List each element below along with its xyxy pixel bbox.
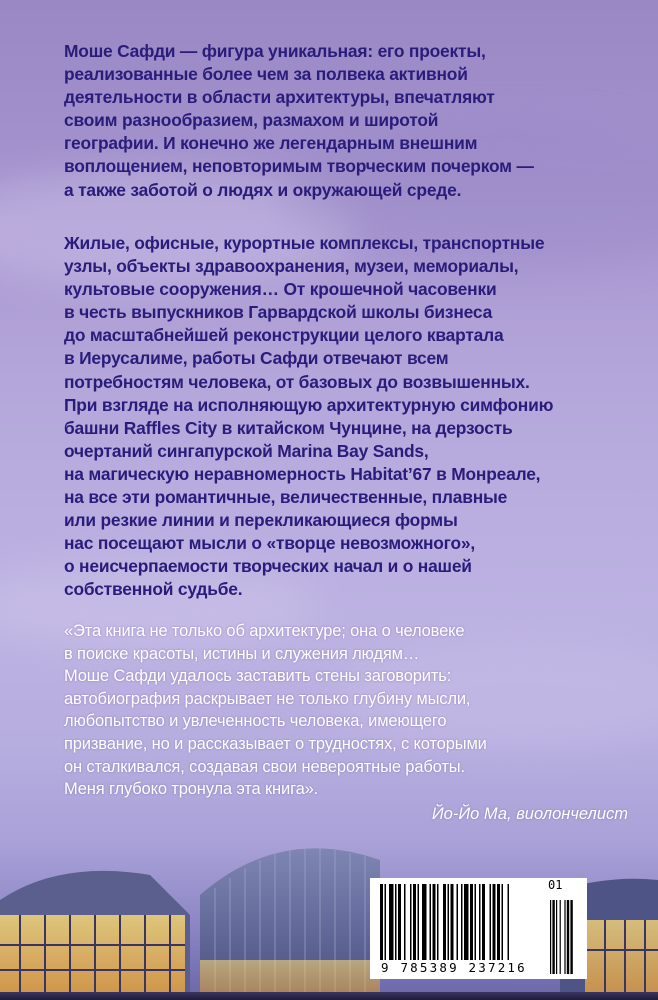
barcode-bar	[410, 884, 412, 960]
text-line: деятельности в области архитектуры, впечатляют	[64, 87, 495, 108]
barcode-bar	[448, 884, 450, 960]
barcode-bar	[479, 884, 481, 960]
text-line: При взгляде на исполняющую архитектурную симфонию	[64, 394, 554, 415]
text-line: узлы, объекты здравоохранения, музеи, мемориалы,	[64, 256, 519, 277]
quote-line: в поиске красоты, истины и служения людям…	[64, 644, 420, 663]
barcode-bar	[398, 884, 401, 960]
quote-author: Йо-Йо Ма, виолончелист	[431, 805, 628, 823]
description-paragraph-2	[64, 232, 634, 602]
barcode-bar	[433, 884, 436, 960]
text-line: очертаний сингапурской Marina Bay Sands,	[64, 440, 429, 461]
text-line: а также заботой о людях и окружающей среде.	[64, 179, 462, 200]
barcode-bar	[461, 884, 463, 960]
barcode-bar	[380, 884, 383, 960]
quote-line: Меня глубоко тронула эта книга».	[64, 780, 319, 799]
text-line: Моше Сафди — фигура уникальная: его проекты,	[64, 41, 486, 61]
barcode-bar	[418, 884, 420, 960]
text-line: воплощением, неповторимым творческим почерком —	[64, 156, 534, 177]
text-line: на магическую неравномерность Habitat’67 в Монреале,	[64, 463, 541, 484]
barcode-bar	[404, 884, 406, 960]
quote-line: он сталкивался, создавая свои невероятные работы.	[64, 757, 465, 776]
barcode-addon-bar	[552, 900, 554, 974]
barcode-number: 9 785389 237216	[381, 960, 527, 975]
barcode-bar	[497, 884, 500, 960]
barcode-bar	[437, 884, 439, 960]
text-line: или резкие линии и перекликающиеся формы	[64, 510, 458, 531]
blurb-quote	[64, 620, 634, 801]
barcode-addon-bar	[560, 900, 561, 974]
text-line: в честь выпускников Гарвардской школы бизнеса	[64, 302, 493, 323]
barcode-addon-bar	[550, 900, 551, 974]
text-line: Жилые, офисные, курортные комплексы, транспортные	[64, 233, 545, 253]
barcode-bar	[413, 884, 416, 960]
barcode-bar	[395, 884, 397, 960]
quote-line: призвание, но и рассказывает о трудностях, с которыми	[64, 734, 487, 753]
barcode-addon-bar	[556, 900, 557, 974]
barcode-bar	[470, 884, 473, 960]
barcode-bar	[443, 884, 446, 960]
barcode-bar	[502, 884, 504, 960]
barcode-addon-bar	[567, 900, 569, 974]
barcode-extension: 01	[548, 878, 563, 892]
barcode-bar	[389, 884, 394, 960]
barcode-bar	[457, 884, 459, 960]
text-line: географии. И конечно же легендарным внешним	[64, 133, 478, 154]
text-line: башни Raffles City в китайском Чунцине, на дерзость	[64, 417, 513, 438]
text-line: собственной судьбе.	[64, 579, 243, 600]
text-line: до масштабнейшей реконструкции целого квартала	[64, 325, 504, 346]
text-line: своим разнообразием, размахом и широтой	[64, 110, 439, 131]
quote-line: Моше Сафди удалось заставить стены заговорить:	[64, 667, 452, 686]
barcode-bar	[490, 884, 492, 960]
barcode-bar	[451, 884, 454, 960]
barcode-addon-bar	[564, 900, 565, 974]
barcode-bar	[464, 884, 469, 960]
description-paragraph-1	[64, 40, 634, 202]
text-line: на все эти романтичные, величественные, плавные	[64, 487, 508, 508]
quote-line: автобиография раскрывает не только глубину мысли,	[64, 689, 471, 708]
text-line: о неисчерпаемости творческих начал и о нашей	[64, 556, 472, 577]
barcode-bar	[482, 884, 485, 960]
quote-line: любопытство и увлеченность человека, имеющего	[64, 712, 447, 731]
text-line: потребностям человека, от базовых до возвышенных.	[64, 371, 530, 392]
barcode-bar	[475, 884, 477, 960]
barcode-bar	[385, 884, 387, 960]
barcode-addon-bar	[570, 900, 572, 974]
barcode-bar	[508, 884, 510, 960]
barcode-bar	[422, 884, 427, 960]
text-line: реализованные более чем за полвека активной	[64, 64, 468, 85]
barcode-bar	[493, 884, 496, 960]
text-line: культовые сооружения… От крошечной часовенки	[64, 279, 497, 300]
quote-line: «Эта книга не только об архитектуре; она о человеке	[64, 622, 465, 640]
text-line: в Иерусалиме, работы Сафди отвечают всем	[64, 348, 449, 369]
text-line: нас посещают мысли о «творце невозможного»,	[64, 533, 476, 554]
barcode-bar	[430, 884, 432, 960]
